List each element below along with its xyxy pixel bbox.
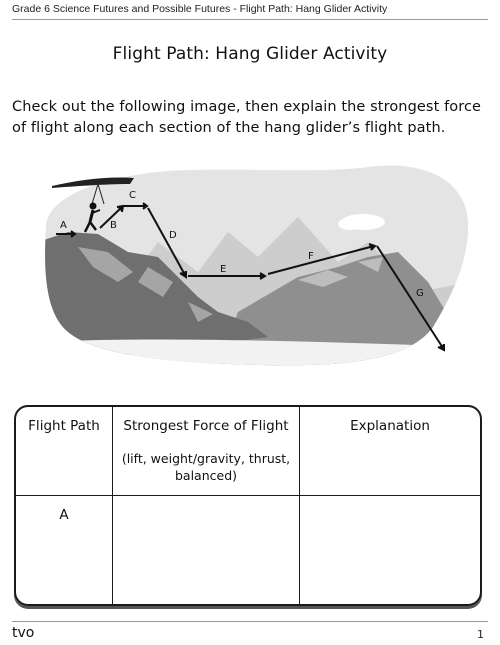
instructions-text: Check out the following image, then explain the strongest force of flight along each section of the hang glider’s flight path. [12, 99, 482, 136]
flight-path-table [16, 407, 480, 604]
header-divider [12, 19, 488, 20]
path-label-d: D [169, 230, 177, 241]
path-label-b: B [110, 220, 117, 231]
document-header: Grade 6 Science Futures and Possible Futures - Flight Path: Hang Glider Activity [12, 3, 388, 15]
header-explanation: Explanation [300, 407, 481, 495]
path-label-a: A [60, 220, 67, 231]
table-header-row [16, 407, 480, 495]
flight-path-table-container [14, 405, 482, 606]
table-row [16, 495, 480, 604]
cell-strongest-force-a[interactable] [113, 495, 300, 604]
tvo-logo: tvo [12, 625, 35, 641]
path-label-g: G [416, 288, 424, 299]
header-strongest-force: Strongest Force of Flight (lift, weight/gravity, thrust, balanced) [113, 407, 300, 495]
page-title: Flight Path: Hang Glider Activity [112, 44, 388, 64]
scenery-blob [38, 162, 470, 367]
force-options-hint: (lift, weight/gravity, thrust, balanced) [121, 451, 291, 483]
cell-flight-path-a: A [16, 495, 113, 604]
path-label-e: E [220, 264, 227, 275]
cell-explanation-a[interactable] [300, 495, 481, 604]
page-number: 1 [477, 628, 484, 641]
path-label-c: C [129, 190, 136, 201]
path-label-f: F [308, 251, 314, 262]
header-flight-path: Flight Path [16, 407, 113, 495]
hang-glider-flight-path-illustration [38, 162, 470, 367]
footer-divider [12, 621, 488, 622]
